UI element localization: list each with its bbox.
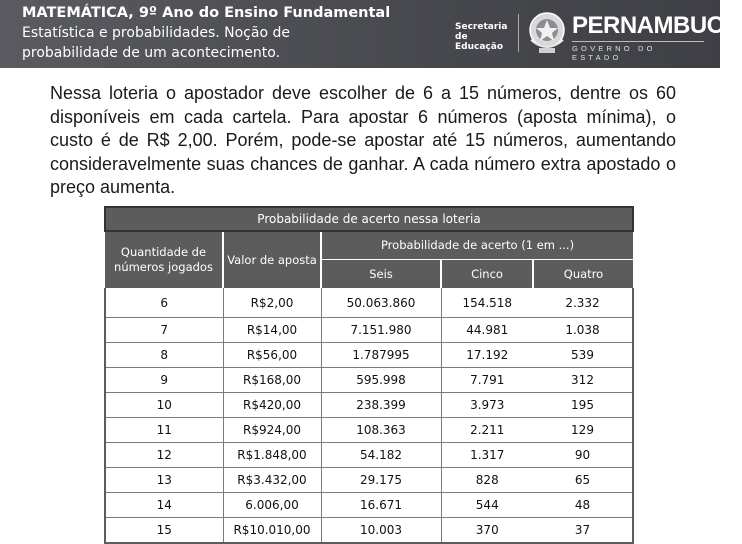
probability-table [104, 206, 634, 544]
secretaria-line-1: Secretaria de [455, 22, 508, 42]
state-government-label: GOVERNO DO ESTADO [572, 41, 704, 62]
cell-quantity: 11 [105, 418, 223, 443]
cell-prob-six: 29.175 [321, 468, 441, 493]
cell-prob-four: 1.038 [533, 318, 633, 343]
column-header-quantity: Quantidade de números jogados [105, 231, 223, 288]
column-header-value: Valor de aposta [223, 231, 321, 288]
cell-prob-six: 50.063.860 [321, 288, 441, 318]
table-row [105, 518, 633, 544]
table-row [105, 393, 633, 418]
cell-prob-five: 44.981 [441, 318, 533, 343]
cell-value: R$924,00 [223, 418, 321, 443]
title-line-2: Estatística e probabilidades. Noção de [22, 25, 290, 41]
column-header-quatro: Quatro [533, 260, 633, 289]
cell-prob-six: 54.182 [321, 443, 441, 468]
cell-value: R$420,00 [223, 393, 321, 418]
cell-prob-four: 312 [533, 368, 633, 393]
cell-quantity: 7 [105, 318, 223, 343]
cell-prob-four: 195 [533, 393, 633, 418]
cell-prob-six: 16.671 [321, 493, 441, 518]
cell-quantity: 8 [105, 343, 223, 368]
cell-prob-six: 238.399 [321, 393, 441, 418]
cell-prob-four: 48 [533, 493, 633, 518]
cell-prob-five: 1.317 [441, 443, 533, 468]
cell-prob-six: 108.363 [321, 418, 441, 443]
cell-prob-four: 539 [533, 343, 633, 368]
cell-prob-five: 370 [441, 518, 533, 544]
cell-value: R$3.432,00 [223, 468, 321, 493]
cell-prob-five: 828 [441, 468, 533, 493]
cell-value: R$2,00 [223, 288, 321, 318]
cell-quantity: 12 [105, 443, 223, 468]
secretaria-logo [455, 22, 521, 52]
cell-prob-four: 2.332 [533, 288, 633, 318]
cell-prob-four: 90 [533, 443, 633, 468]
table-row [105, 418, 633, 443]
cell-prob-four: 129 [533, 418, 633, 443]
cell-value: R$1.848,00 [223, 443, 321, 468]
table-row [105, 318, 633, 343]
header-banner [0, 0, 742, 68]
cell-prob-six: 7.151.980 [321, 318, 441, 343]
cell-quantity: 10 [105, 393, 223, 418]
cell-value: R$56,00 [223, 343, 321, 368]
cell-prob-six: 10.003 [321, 518, 441, 544]
cell-prob-five: 17.192 [441, 343, 533, 368]
intro-paragraph: Nessa loteria o apostador deve escolher de 6 a 15 números, dentre os 60 disponíveis em cada cartela. Para apostar 6 números (aposta mínima), o custo é de R$ 2,00. Porém, pode-se apostar até 15 números, aumentando consideravelmente suas chances de ganhar. A cada número extra apostado o preço aumenta. [50, 83, 676, 197]
table-row [105, 288, 633, 318]
table-row [105, 493, 633, 518]
cell-prob-six: 595.998 [321, 368, 441, 393]
cell-quantity: 13 [105, 468, 223, 493]
title-line-1: MATEMÁTICA, 9º Ano do Ensino Fundamental [22, 5, 391, 21]
cell-prob-five: 154.518 [441, 288, 533, 318]
cell-prob-five: 3.973 [441, 393, 533, 418]
title-line-3: probabilidade de um acontecimento. [22, 45, 281, 61]
secretaria-line-2: Educação [455, 42, 503, 52]
state-crest-icon [525, 10, 569, 56]
lesson-title [22, 3, 452, 63]
logo-divider [518, 14, 519, 52]
cell-prob-four: 65 [533, 468, 633, 493]
table-row [105, 343, 633, 368]
table-row [105, 368, 633, 393]
cell-prob-six: 1.787995 [321, 343, 441, 368]
cell-prob-five: 2.211 [441, 418, 533, 443]
cell-quantity: 14 [105, 493, 223, 518]
column-header-seis: Seis [321, 260, 441, 289]
pernambuco-logo [572, 12, 742, 62]
table-row [105, 468, 633, 493]
column-header-cinco: Cinco [441, 260, 533, 289]
state-name: PERNAMBUCO [572, 12, 742, 39]
cell-quantity: 9 [105, 368, 223, 393]
cell-prob-four: 37 [533, 518, 633, 544]
cell-value: R$168,00 [223, 368, 321, 393]
table-caption: Probabilidade de acerto nessa loteria [105, 207, 633, 231]
column-header-probability: Probabilidade de acerto (1 em ...) [321, 231, 633, 260]
cell-value: 6.006,00 [223, 493, 321, 518]
table-row [105, 443, 633, 468]
cell-value: R$10.010,00 [223, 518, 321, 544]
cell-quantity: 15 [105, 518, 223, 544]
cell-value: R$14,00 [223, 318, 321, 343]
cell-prob-five: 544 [441, 493, 533, 518]
cell-quantity: 6 [105, 288, 223, 318]
cell-prob-five: 7.791 [441, 368, 533, 393]
